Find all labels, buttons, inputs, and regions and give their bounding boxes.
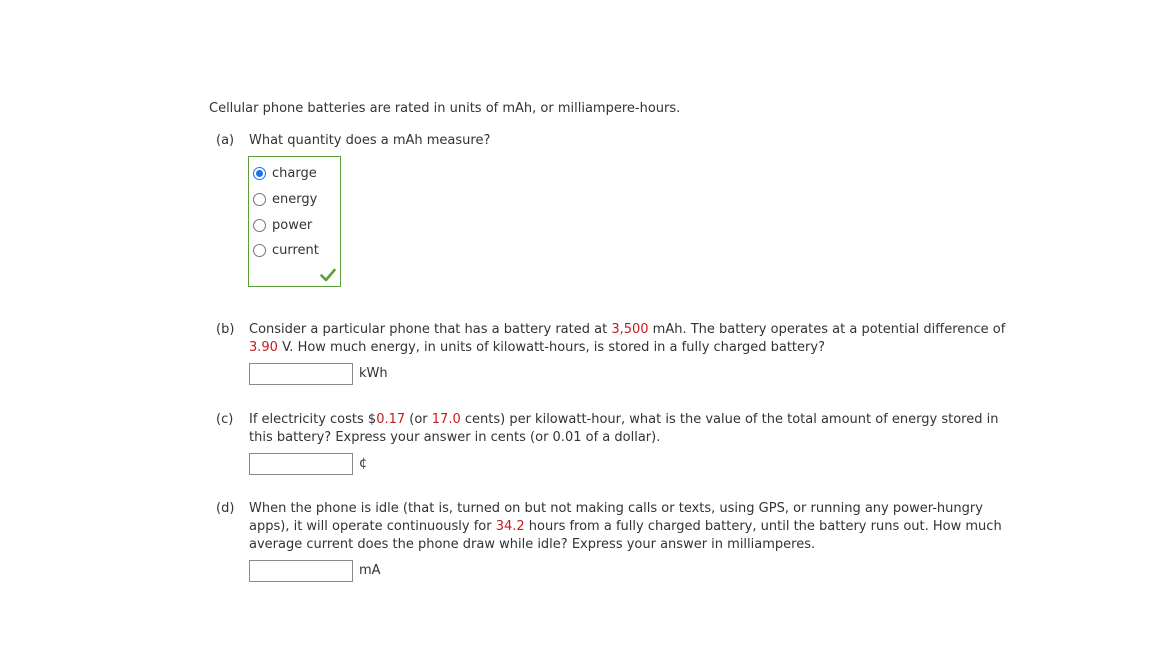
part-b-label: (b) (216, 322, 235, 337)
part-c-question-line2: this battery? Express your answer in cents (or 0.01 of a dollar). (249, 430, 661, 445)
part-a-label: (a) (216, 133, 235, 148)
price-per-kwh-value: 0.17 (376, 412, 406, 427)
part-a-choices (248, 156, 341, 287)
part-d-text-1: apps), it will operate continuously for (249, 519, 496, 534)
kwh-unit-label: kWh (359, 366, 388, 381)
option-current[interactable] (253, 242, 319, 258)
option-charge-label: charge (272, 165, 317, 181)
option-power-label: power (272, 217, 313, 233)
part-d-text-2: hours from a fully charged battery, until the battery runs out. How much (524, 519, 1002, 534)
battery-capacity-value: 3,500 (611, 322, 649, 337)
option-current-label: current (272, 242, 319, 258)
option-energy-label: energy (272, 191, 318, 207)
part-c-text-3: cents) per kilowatt-hour, what is the value of the total amount of energy stored in (460, 412, 999, 427)
radio-charge[interactable] (253, 167, 266, 180)
part-b-text-1: Consider a particular phone that has a battery rated at (249, 322, 612, 337)
radio-power[interactable] (253, 219, 266, 232)
part-a-question: What quantity does a mAh measure? (249, 133, 491, 148)
part-b-question-line1 (249, 322, 1005, 337)
checkmark-icon (320, 268, 336, 282)
current-ma-input[interactable] (249, 560, 353, 582)
part-d-question-line3: average current does the phone draw while idle? Express your answer in milliamperes. (249, 537, 816, 552)
radio-current[interactable] (253, 244, 266, 257)
cents-unit-label: ¢ (359, 456, 368, 471)
part-c-question-line1 (249, 412, 998, 427)
part-d-question-line1: When the phone is idle (that is, turned on but not making calls or texts, using GPS, or running any power-hungry (249, 501, 983, 516)
option-power[interactable] (253, 217, 312, 233)
option-charge[interactable] (253, 165, 317, 181)
radio-energy[interactable] (253, 193, 266, 206)
part-b-text-3: V. How much energy, in units of kilowatt-hours, is stored in a fully charged battery? (277, 340, 825, 355)
part-c-text-1: If electricity costs $ (249, 412, 377, 427)
part-b-text-2: mAh. The battery operates at a potential difference of (648, 322, 1006, 337)
problem-intro: Cellular phone batteries are rated in units of mAh, or milliampere-hours. (209, 101, 681, 116)
energy-cents-input[interactable] (249, 453, 353, 475)
part-d-label: (d) (216, 501, 235, 516)
part-c-text-2: (or (405, 412, 432, 427)
idle-hours-value: 34.2 (495, 519, 525, 534)
ma-unit-label: mA (359, 563, 381, 578)
voltage-value: 3.90 (249, 340, 278, 355)
option-energy[interactable] (253, 191, 317, 207)
part-c-label: (c) (216, 412, 234, 427)
cents-per-kwh-value: 17.0 (431, 412, 461, 427)
part-b-question-line2 (249, 340, 825, 355)
energy-kwh-input[interactable] (249, 363, 353, 385)
part-d-question-line2 (249, 519, 1002, 534)
